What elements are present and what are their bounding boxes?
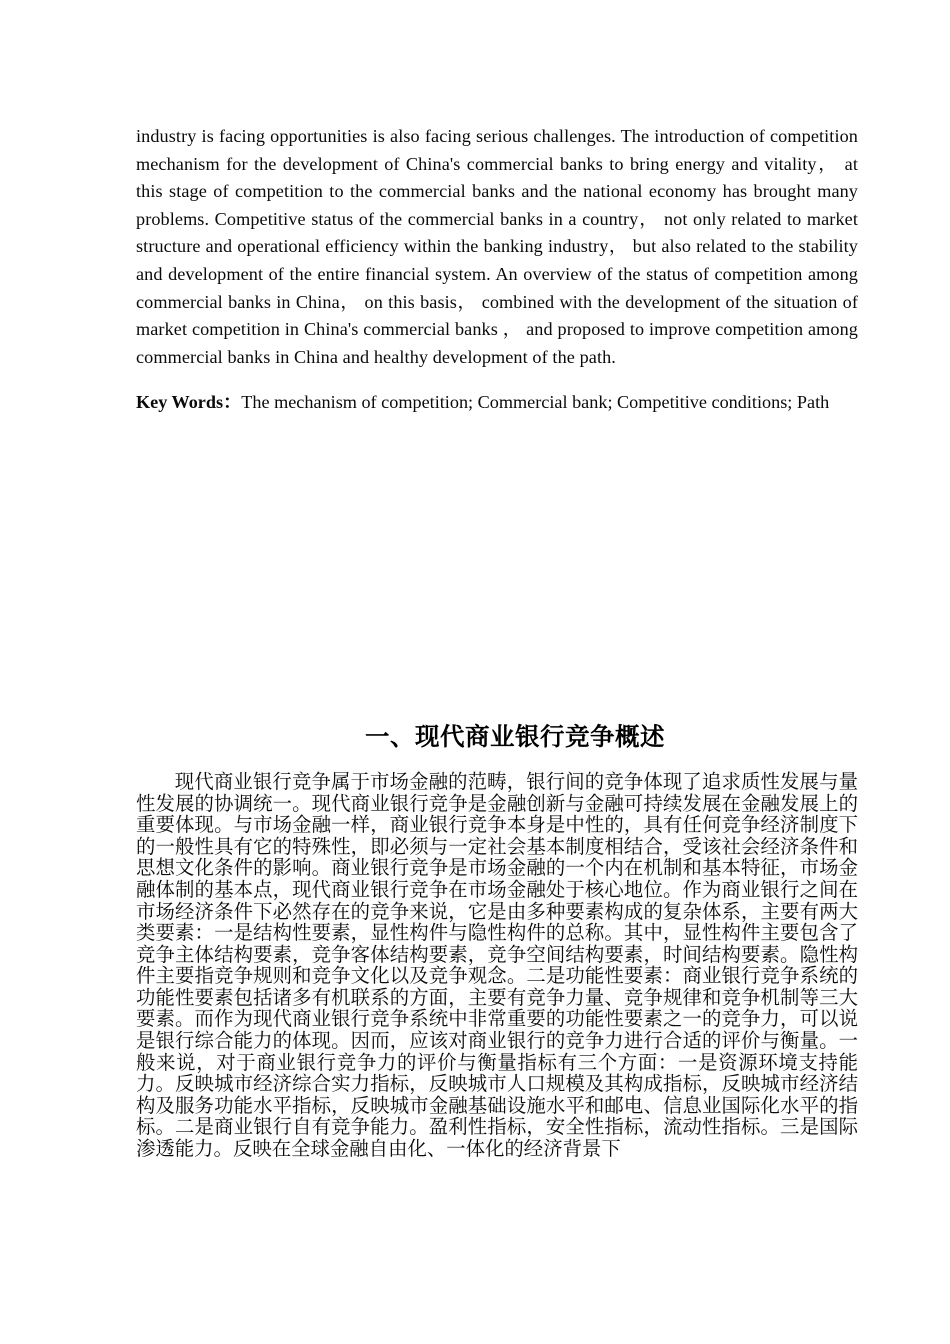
section-body-paragraph: 现代商业银行竞争属于市场金融的范畴，银行间的竞争体现了追求质性发展与量性发展的协调统一。现代商业银行竞争是金融创新与金融可持续发展在金融发展上的重要体现。与市场金融一样，商业银行竞争本身是中性的，具有任何竞争经济制度下的一般性具有它的特殊性，即必须与一定社会基本制度相结合，受该社会经济条件和思想文化条件的影响。商业银行竞争是市场金融的一个内在机制和基本特征，市场金融体制的基本点，现代商业银行竞争在市场金融处于核心地位。作为商业银行之间在市场经济条件下必然存在的竞争来说，它是由多种要素构成的复杂体系，主要有两大类要素：一是结构性要素，显性构件与隐性构件的总称。其中，显性构件主要包含了竞争主体结构要素，竞争客体结构要素，竞争空间结构要素，时间结构要素。隐性构件主要指竞争规则和竞争文化以及竞争观念。二是功能性要素：商业银行竞争系统的功能性要素包括诸多有机联系的方面，主要有竞争力量、竞争规律和竞争机制等三大要素。而作为现代商业银行竞争系统中非常重要的功能性要素之一的竞争力，可以说是银行综合能力的体现。因而，应该对商业银行的竞争力进行合适的评价与衡量。一般来说，对于商业银行竞争力的评价与衡量指标有三个方面：一是资源环境支持能力。反映城市经济综合实力指标，反映城市人口规模及其构成指标，反映城市经济结构及服务功能水平指标，反映城市金融基础设施水平和邮电、信息业国际化水平的指标。二是商业银行自有竞争能力。盈利性指标，安全性指标，流动性指标。三是国际渗透能力。反映在全球金融自由化、一体化的经济背景下 — [136, 771, 858, 1161]
keywords-label: Key Words： — [136, 392, 242, 413]
keywords-line — [136, 371, 858, 417]
page-content-column — [136, 123, 858, 1161]
keywords-value: The mechanism of competition; Commercial bank; Competitive conditions; Path — [241, 392, 830, 413]
blank-spacer — [136, 417, 858, 722]
section-heading: 一、现代商业银行竞争概述 — [365, 723, 665, 751]
abstract-paragraph: industry is facing opportunities is also facing serious challenges. The introduction of competition mechanism for the development of China's commercial banks to bring energy and vitality， at this stage of competition to the commercial banks and the national economy has brought many problems. Competitive status of the commercial banks in a country， not only related to market structure and operational efficiency within the banking industry， but also related to the stability and development of the entire financial system. An overview of the status of competition among commercial banks in China， on this basis， combined with the development of the situation of market competition in China's commercial banks ， and proposed to improve competition among commercial banks in China and healthy development of the path. — [136, 126, 858, 367]
